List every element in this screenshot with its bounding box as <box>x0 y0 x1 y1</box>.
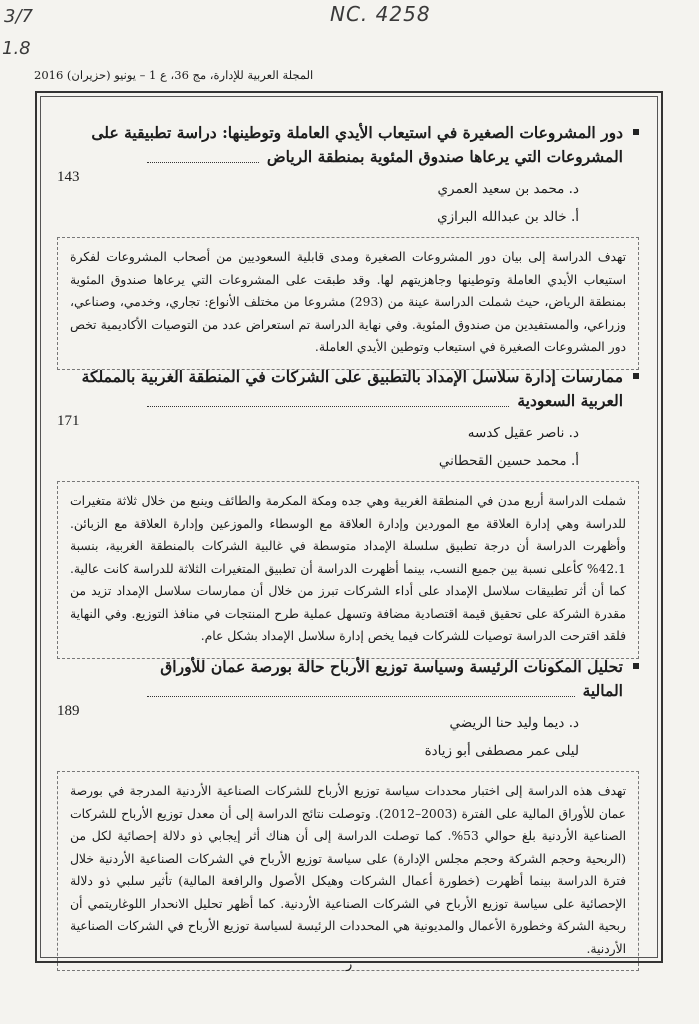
bullet-icon <box>633 129 639 135</box>
abstract: تهدف هذه الدراسة إلى اختبار محددات سياسة توزيع الأرباح للشركات الصناعية الأردنية المدرجة في بورصة عمان للأوراق المالية على الفترة (2003–2012). وتوصلت نتائج الدراسة إلى أن معدل توزيع الأرباح للشركات الصناعية الأردنية بلغ حوالي 53%. كما توصلت الدراسة إلى أن هناك أثر إيجابي ذو دلالة إحصائية لكل من (الربحية وحجم الشركة وحجم مجلس الإدارة) على سياسة توزيع الأرباح في الشركات الصناعية الأردنية خلال فترة الدراسة بينما أظهرت (خطورة أعمال الشركات وهيكل الأصول والرافعة المالية) تأثير سلبي ذو دلالة الإحصائية على سياسة توزيع الأرباح في الشركات الصناعية الأردنية. كما أظهر تحليل الانحدار اللوغاريتمي أن ربحية الشركة وخطورة الأعمال والمديونية هي المحددات الرئيسة لسياسة توزيع الأرباح في الشركات الصناعية الأردنية. <box>57 771 639 971</box>
handwritten-note-second: 1.8 <box>2 38 31 59</box>
authors <box>57 419 639 475</box>
article-title <box>57 655 639 719</box>
page-number: 143 <box>57 169 80 185</box>
article-title <box>57 365 639 429</box>
contents-frame <box>35 91 663 963</box>
bullet-icon <box>633 373 639 379</box>
author-1: د. ناصر عقيل كدسه <box>467 425 579 441</box>
abstract: شملت الدراسة أربع مدن في المنطقة الغربية وهي جده ومكة المكرمة والطائف وينبع من خلال ثلاثة متغيرات للدراسة وهي إدارة العلاقة مع الموردين وإدارة العلاقة مع الوسطاء والموزعين وإدارة العلاقة مع الزبائن. وأظهرت الدراسة أن درجة تطبيق سلسلة الإمداد متوسطة في غالبية الشركات بالمنطقة الغربية، بنسبة 42.1% كأعلى نسبة بين جميع النسب، بينما أظهرت الدراسة أن تطبيق المتغيرات الثلاثة للدراسة كانت عالية. كما أن أثر تطبيقات سلاسل الإمداد على أداء الشركات تبرز من خلال أن ممارسات سلاسل الإمداد تزيد من مقدرة الشركة على تحقيق قيمة اقتصادية مضافة وتسهل عملية طرح المنتجات في منافذ التوزيع. وفي النهاية فلقد اقترحت الدراسة توصيات للشركات فيما يخص إدارة سلاسل الإمداد بشكل عام. <box>57 481 639 659</box>
handwritten-catalog-number: NC. 4258 <box>330 2 431 26</box>
article-title-line1: دور المشروعات الصغيرة في استيعاب الأيدي العاملة وتوطينها: دراسة تطبيقية على <box>91 123 623 142</box>
journal-header: المجلة العربية للإدارة، مج 36، ع 1 – يونيو (حزيران) 2016 <box>34 68 314 82</box>
abstract: تهدف الدراسة إلى بيان دور المشروعات الصغيرة ومدى قابلية السعوديين من أصحاب المشروعات لفكرة استيعاب الأيدي العاملة وتوطينها وجاهزيتهم لها. وقد طبقت على المشروعات التي يرعاها صندوق المئوية بمنطقة الرياض، حيث شملت الدراسة عينة من (293) مشروعا من مختلف الأنواع: تجاري، وخدمي، وصناعي، وزراعي، والمستفيدين من صندوق المئوية. وفي نهاية الدراسة تم استعراض عدد من التوصيات الأكاديمية تخص دور المشروعات الصغيرة في استيعاب وتوطين الأيدي العاملة. <box>57 237 639 370</box>
page-number: 171 <box>57 413 80 429</box>
page-letter: ز <box>346 957 353 972</box>
handwritten-note-top-left: 3/7 <box>4 6 33 27</box>
author-2: ليلى عمر مصطفى أبو زيادة <box>424 743 579 759</box>
leader-dots <box>147 161 259 163</box>
author-1: د. محمد بن سعيد العمري <box>437 181 579 197</box>
article-3 <box>57 655 639 971</box>
leader-dots <box>147 405 509 407</box>
page-number: 189 <box>57 703 80 719</box>
article-title-line2: العربية السعودية <box>517 391 623 410</box>
article-1 <box>57 121 639 370</box>
author-2: أ. خالد بن عبدالله البرازي <box>437 209 579 225</box>
bullet-icon <box>633 663 639 669</box>
leader-dots <box>147 695 575 697</box>
author-2: أ. محمد حسين القحطاني <box>438 453 579 469</box>
authors <box>57 709 639 765</box>
article-title <box>57 121 639 185</box>
article-title-line2: المشروعات التي يرعاها صندوق المئوية بمنطقة الرياض <box>266 147 623 166</box>
author-1: د. ديما وليد حنا الريضي <box>449 715 579 731</box>
authors <box>57 175 639 231</box>
article-title-line2: المالية <box>582 681 623 700</box>
article-title-line1: تحليل المكونات الرئيسة وسياسة توزيع الأرباح حالة بورصة عمان للأوراق <box>160 657 623 676</box>
article-2 <box>57 365 639 659</box>
article-title-line1: ممارسات إدارة سلاسل الإمداد بالتطبيق على الشركات في المنطقة الغربية بالمملكة <box>81 367 623 386</box>
